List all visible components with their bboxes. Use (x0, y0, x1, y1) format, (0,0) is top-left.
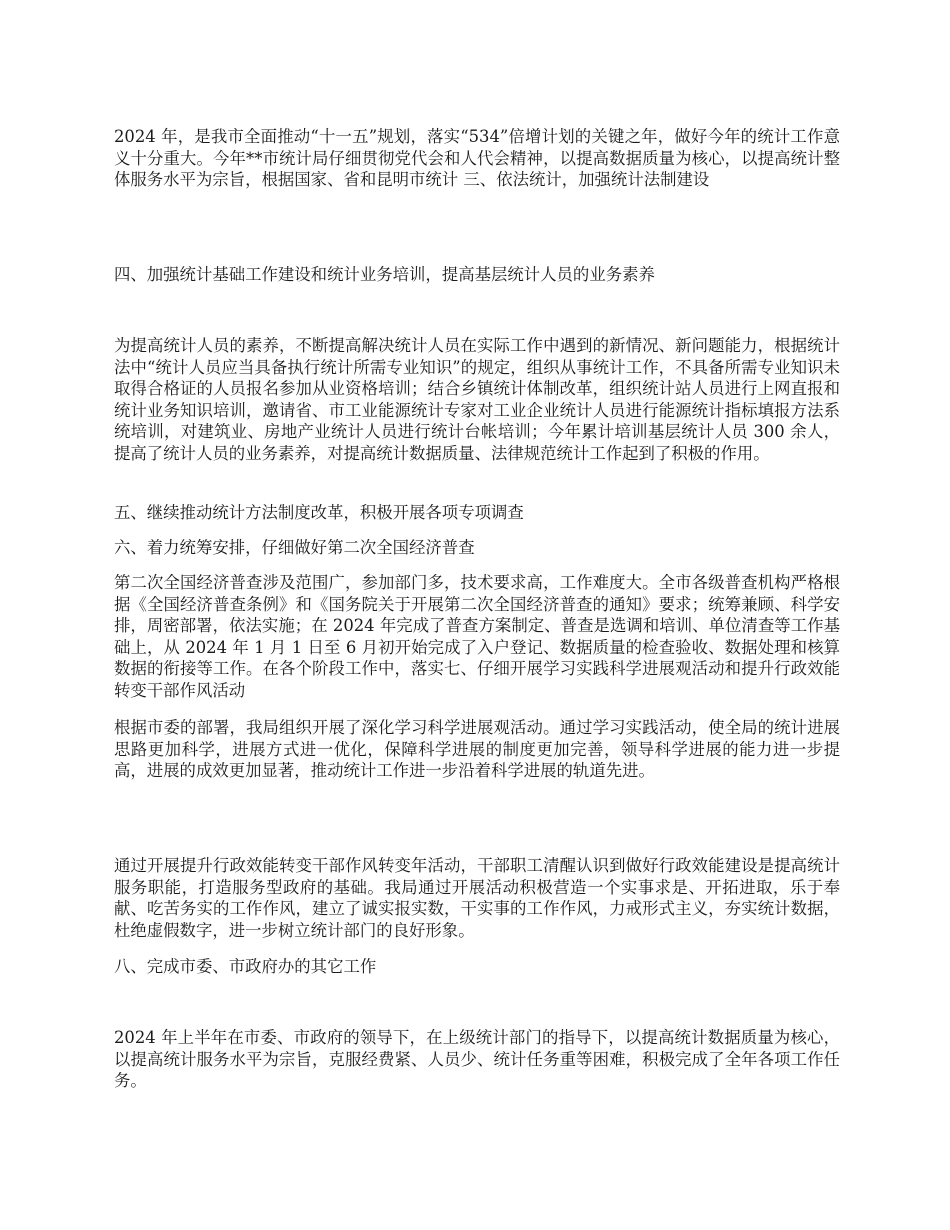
paragraph-training: 为提高统计人员的素养，不断提高解决统计人员在实际工作中遇到的新情况、新问题能力，根据统计法中“统计人员应当具备执行统计所需专业知识”的规定，组织从事统计工作，不具备所需专业知识未取得合格证的人员报名参加从业资格培训；结合乡镇统计体制改革，组织统计站人员进行上网直报和统计业务知识培训，邀请省、市工业能源统计专家对工业企业统计人员进行能源统计指标填报方法系统培训，对建筑业、房地产业统计人员进行统计台帐培训；今年累计培训基层统计人员 300 余人，提高了统计人员的业务素养，对提高统计数据质量、法律规范统计工作起到了积极的作用。 (114, 336, 840, 463)
paragraph-efficiency: 通过开展提升行政效能转变干部作风转变年活动，干部职工清醒认识到做好行政效能建设是提高统计服务职能，打造服务型政府的基础。我局通过开展活动积极营造一个实事求是、开拓进取，乐于奉献、吃苦务实的工作作风，建立了诚实报实数，干实事的工作作风，力戒形式主义，夯实统计数据，杜绝虚假数字，进一步树立统计部门的良好形象。 (114, 856, 840, 940)
heading-section-5: 五、继续推动统计方法制度改革，积极开展各项专项调查 (114, 503, 524, 522)
paragraph-study-activity: 根据市委的部署，我局组织开展了深化学习科学进展观活动。通过学习实践活动，使全局的统计进展思路更加科学，进展方式进一优化，保障科学进展的制度更加完善，领导科学进展的能力进一步提高，进展的成效更加显著，推动统计工作进一步沿着科学进展的轨道先进。 (114, 718, 840, 780)
paragraph-census: 第二次全国经济普查涉及范围广，参加部门多，技术要求高，工作难度大。全市各级普查机构严格根据《全国经济普查条例》和《国务院关于开展第二次全国经济普查的通知》要求；统筹兼顾、科学安排，周密部署，依法实施；在 2024 年完成了普查方案制定、普查是选调和培训、单位清查等工作基础上，从 2024 年 1 月 1 日至 6 月初开始完成了入户登记、数据质量的检查验收、数据处理和核算数据的衔接等工作。在各个阶段工作中，落实七、仔细开展学习实践科学进展观活动和提升行政效能转变干部作风活动 (114, 573, 840, 700)
paragraph-intro: 2024 年，是我市全面推动“十一五”规划，落实“534”倍增计划的关键之年，做好今年的统计工作意义十分重大。今年**市统计局仔细贯彻党代会和人代会精神，以提高数据质量为核心，以提高统计整体服务水平为宗旨，根据国家、省和昆明市统计 三、依法统计，加强统计法制建设 (114, 127, 840, 189)
paragraph-summary: 2024 年上半年在市委、市政府的领导下，在上级统计部门的指导下，以提高统计数据质量为核心，以提高统计服务水平为宗旨，克服经费紧、人员少、统计任务重等困难，积极完成了全年各项工作任务。 (114, 1028, 840, 1090)
heading-section-8: 八、完成市委、市政府办的其它工作 (114, 957, 377, 976)
heading-section-4: 四、加强统计基础工作建设和统计业务培训，提高基层统计人员的业务素养 (114, 265, 655, 284)
heading-section-6: 六、着力统筹安排，仔细做好第二次全国经济普查 (114, 538, 475, 557)
